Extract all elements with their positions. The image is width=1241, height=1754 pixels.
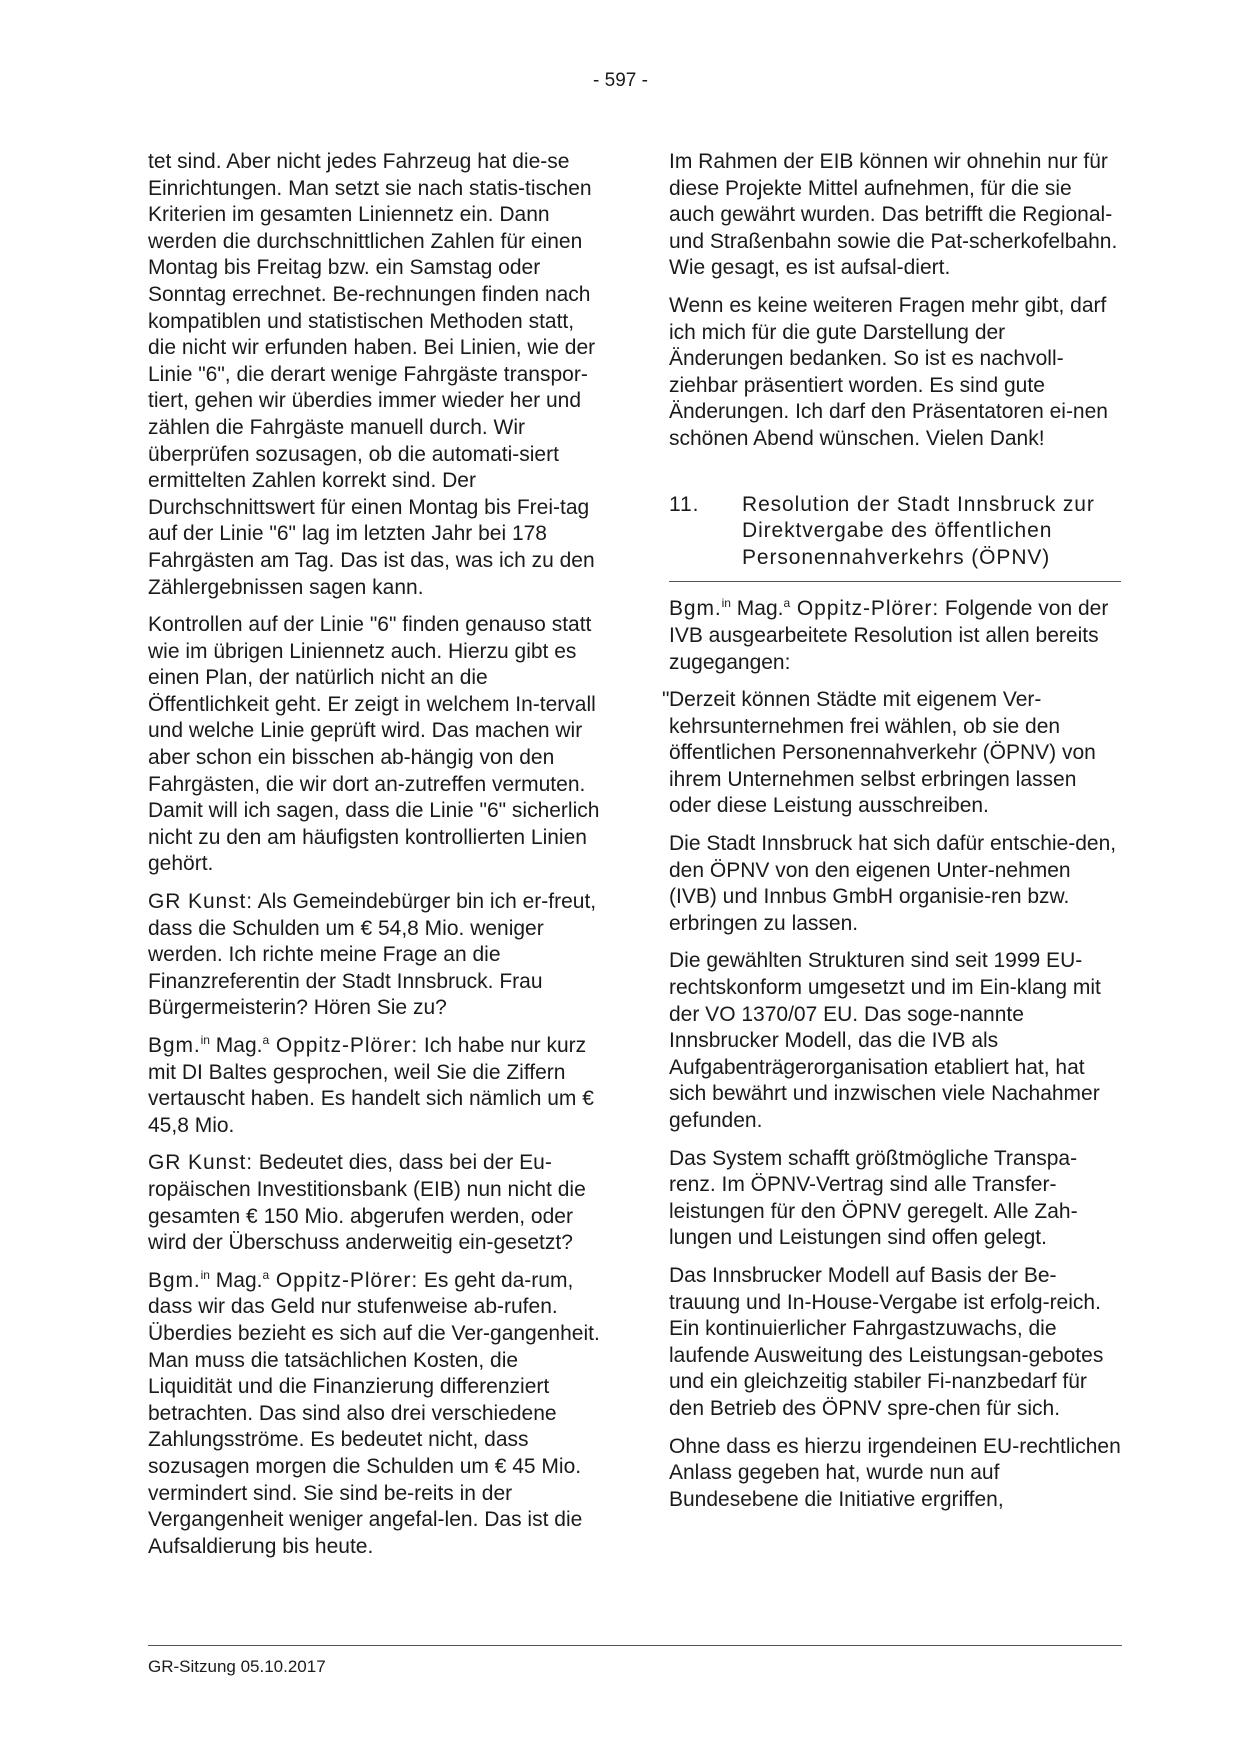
speaker-title: Mag.: [209, 1034, 263, 1057]
speech-mayor: [148, 1268, 600, 1561]
page-number: - 597 -: [593, 70, 648, 91]
resolution-paragraph: Die gewählten Strukturen sind seit 1999 EU-rechtskonform umgesetzt und im Ein-klang mit der VO 1370/07 EU. Das soge-nannte Innsbrucker Modell, das die IVB als Aufgabenträgerorganisation etabliert hat, hat sich bewährt und inzwischen viele Nachahmer gefunden.: [669, 949, 1101, 1132]
title-superscript: a: [262, 1267, 270, 1282]
speech-text: Ich habe nur kurz mit DI Baltes gesprochen, weil Sie die Ziffern vertauscht haben. Es handelt sich nämlich um € 45,8 Mio.: [148, 1034, 594, 1137]
footer-session-date: GR-Sitzung 05.10.2017: [148, 1657, 326, 1676]
speech-mayor: [669, 596, 1121, 676]
speech-text: Es geht da-rum, dass wir das Geld nur stufenweise ab-rufen. Überdies bezieht es sich auf die Ver-gangenheit. Man muss die tatsächlichen Kosten, die Liquidität und die Finanzierung differenziert betrachten. Das sind also drei verschiedene Zahlungsströme. Es bedeutet nicht, dass sozusagen morgen die Schulden um € 45 Mio. vermindert sind. Sie sind be-reits in der Vergangenheit weniger angefal-len. Das ist die Aufsaldierung bis heute.: [148, 1268, 600, 1558]
speaker-title: Bgm.: [148, 1034, 201, 1057]
speaker-name: GR Kunst:: [148, 890, 253, 914]
agenda-item-number: 11.: [669, 492, 700, 516]
opening-quote-mark: ": [662, 688, 670, 712]
resolution-paragraph: Das System schafft größtmögliche Transpa-renz. Im ÖPNV-Vertrag sind alle Transfer-leistungen für den ÖPNV geregelt. Alle Zah-lungen und Leistungen sind offen gelegt.: [669, 1146, 1078, 1250]
left-column: [148, 149, 600, 1571]
paragraph: tet sind. Aber nicht jedes Fahrzeug hat die-se Einrichtungen. Man setzt sie nach statis-tischen Kriterien im gesamten Liniennetz ein. Dann werden die durchschnittlichen Zahlen für einen Montag bis Freitag bzw. ein Samstag oder Sonntag errechnet. Be-rechnungen finden nach kompatiblen und statistischen Methoden statt, die nicht wir erfunden haben. Bei Linien, wie der Linie "6", die derart wenige Fahrgäste transpor-tiert, gehen wir überdies immer wieder her und zählen die Fahrgäste manuell durch. Wir überprüfen sozusagen, ob die automati-siert ermittelten Zahlen korrekt sind. Der Durchschnittswert für einen Montag bis Frei-tag auf der Linie "6" lag im letzten Jahr bei 178 Fahrgästen am Tag. Das ist das, was ich zu den Zählergebnissen sagen kann.: [148, 150, 596, 599]
title-superscript: in: [200, 1033, 210, 1047]
speaker-title: Mag.: [730, 597, 784, 621]
resolution-paragraph: Das Innsbrucker Modell auf Basis der Be-trauung und In-House-Vergabe ist erfolg-reich. Ein kontinuierlicher Fahrgastzuwachs, die laufende Ausweitung des Leistungsan-gebotes und ein gleichzeitig stabiler Fi-nanzbedarf für den Betrieb des ÖPNV spre-chen für sich.: [669, 1263, 1104, 1420]
speaker-name: GR Kunst:: [148, 1151, 253, 1175]
speech-gr-kunst: [148, 1150, 600, 1256]
speech-text: Bedeutet dies, dass bei der Eu-ropäischen Investitionsbank (EIB) nun nicht die gesamten € 150 Mio. abgerufen werden, oder wird der Überschuss anderweitig ein-gesetzt?: [148, 1151, 586, 1255]
right-column: [662, 149, 1121, 1524]
speech-text: Als Gemeindebürger bin ich er-freut, dass die Schulden um € 54,8 Mio. weniger werden. Ich richte meine Frage an die Finanzreferentin der Stadt Innsbruck. Frau Bürgermeisterin? Hören Sie zu?: [148, 890, 597, 1020]
resolution-paragraph: Die Stadt Innsbruck hat sich dafür entschie-den, den ÖPNV von den eigenen Unter-nehmen (IVB) und Innbus GmbH organisie-ren bzw. erbringen zu lassen.: [669, 832, 1117, 935]
speaker-name: Oppitz-Plörer:: [269, 1268, 419, 1292]
resolution-paragraph: [662, 687, 1121, 820]
speaker-title: Mag.: [209, 1268, 263, 1292]
agenda-item-title: Resolution der Stadt Innsbruck zur Direktvergabe des öffentlichen Personennahverkehrs (ÖPNV): [742, 492, 1095, 569]
paragraph: Im Rahmen der EIB können wir ohnehin nur für diese Projekte Mittel aufnehmen, für die sie auch gewährt wurden. Das betrifft die Regional- und Straßenbahn sowie die Pat-scherkofelbahn. Wie gesagt, es ist aufsal-diert.: [669, 150, 1118, 280]
speech-text: Folgende von der IVB ausgearbeitete Resolution ist allen bereits zugegangen:: [669, 597, 1109, 674]
agenda-item-heading: [669, 492, 1121, 583]
speaker-title: Bgm.: [148, 1268, 201, 1292]
speech-mayor: [148, 1033, 600, 1139]
speech-gr-kunst: [148, 889, 600, 1022]
footer-divider: [148, 1645, 1122, 1646]
speaker-name: Oppitz-Plörer:: [790, 597, 940, 621]
title-superscript: in: [721, 596, 731, 611]
title-superscript: a: [262, 1033, 270, 1047]
resolution-paragraph: Ohne dass es hierzu irgendeinen EU-rechtlichen Anlass gegeben hat, wurde nun auf Bundesebene die Initiative ergriffen,: [669, 1434, 1121, 1511]
title-superscript: in: [200, 1267, 210, 1282]
title-superscript: a: [783, 596, 791, 611]
speaker-title: Bgm.: [669, 597, 722, 621]
paragraph: Wenn es keine weiteren Fragen mehr gibt, darf ich mich für die gute Darstellung der Änderungen bedanken. So ist es nachvoll-ziehbar präsentiert worden. Es sind gute Änderungen. Ich darf den Präsentatoren ei-nen schönen Abend wünschen. Vielen Dank!: [669, 293, 1108, 450]
paragraph: Kontrollen auf der Linie "6" finden genauso statt wie im übrigen Liniennetz auch. Hierzu gibt es einen Plan, der natürlich nicht an die Öffentlichkeit geht. Er zeigt in welchem In-tervall und welche Linie geprüft wird. Das machen wir aber schon ein bisschen ab-hängig von den Fahrgästen, die wir dort an-zutreffen vermuten. Damit will ich sagen, dass die Linie "6" sicherlich nicht zu den am häufigsten kontrollierten Linien gehört.: [148, 613, 600, 876]
speaker-name: Oppitz-Plörer:: [269, 1034, 419, 1057]
resolution-text: Derzeit können Städte mit eigenem Ver-kehrsunternehmen frei wählen, ob sie den öffentlichen Personennahverkehr (ÖPNV) von ihrem Unternehmen selbst erbringen lassen oder diese Leistung ausschreiben.: [669, 688, 1096, 818]
